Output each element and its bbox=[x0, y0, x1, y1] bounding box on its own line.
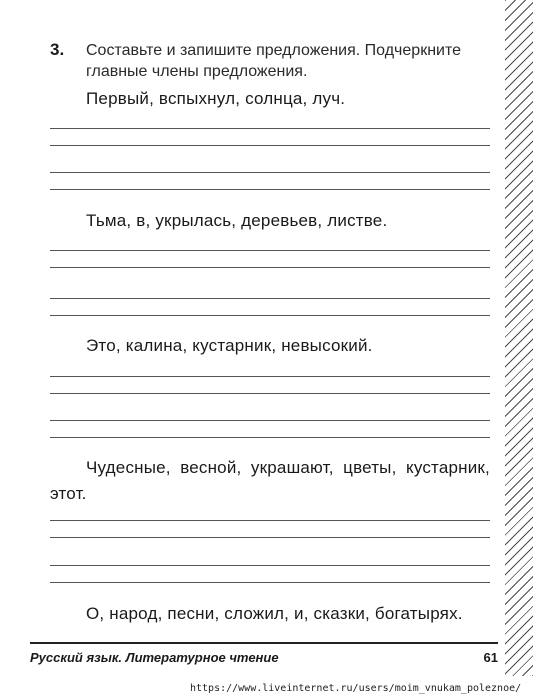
footer-divider bbox=[30, 642, 498, 644]
writing-line bbox=[50, 250, 490, 251]
writing-line bbox=[50, 420, 490, 421]
writing-line bbox=[50, 537, 490, 538]
writing-line bbox=[50, 437, 490, 438]
writing-line bbox=[50, 189, 490, 190]
page-number: 61 bbox=[483, 650, 498, 665]
writing-line bbox=[50, 376, 490, 377]
footer-book-title: Русский язык. Литературное чтение bbox=[30, 650, 279, 665]
task-instruction: Составьте и запишите предложения. Подчеркните главные члены предложения. bbox=[86, 42, 462, 80]
writing-line bbox=[50, 582, 490, 583]
writing-line bbox=[50, 267, 490, 268]
writing-line bbox=[50, 565, 490, 566]
decorative-hatch-border bbox=[505, 0, 533, 676]
exercise-sentence-3: Это, калина, кустарник, невысокий. bbox=[86, 336, 373, 355]
exercise-sentence-2: Тьма, в, укрылась, деревьев, листве. bbox=[86, 211, 388, 230]
writing-line bbox=[50, 298, 490, 299]
writing-line bbox=[50, 128, 490, 129]
writing-line bbox=[50, 145, 490, 146]
writing-line bbox=[50, 520, 490, 521]
watermark-url: https://www.liveinternet.ru/users/moim_vnukam_poleznoe/ bbox=[190, 683, 522, 694]
writing-line bbox=[50, 172, 490, 173]
writing-line bbox=[50, 393, 490, 394]
exercise-sentence-5: О, народ, песни, сложил, и, сказки, богатырях. bbox=[86, 604, 463, 623]
writing-line bbox=[50, 315, 490, 316]
task-number: 3. bbox=[50, 40, 65, 59]
exercise-sentence-4: Чудесные, весной, украшают, цветы, кустарник, этот. bbox=[50, 458, 490, 503]
exercise-sentence-1: Первый, вспыхнул, солнца, луч. bbox=[86, 89, 346, 108]
